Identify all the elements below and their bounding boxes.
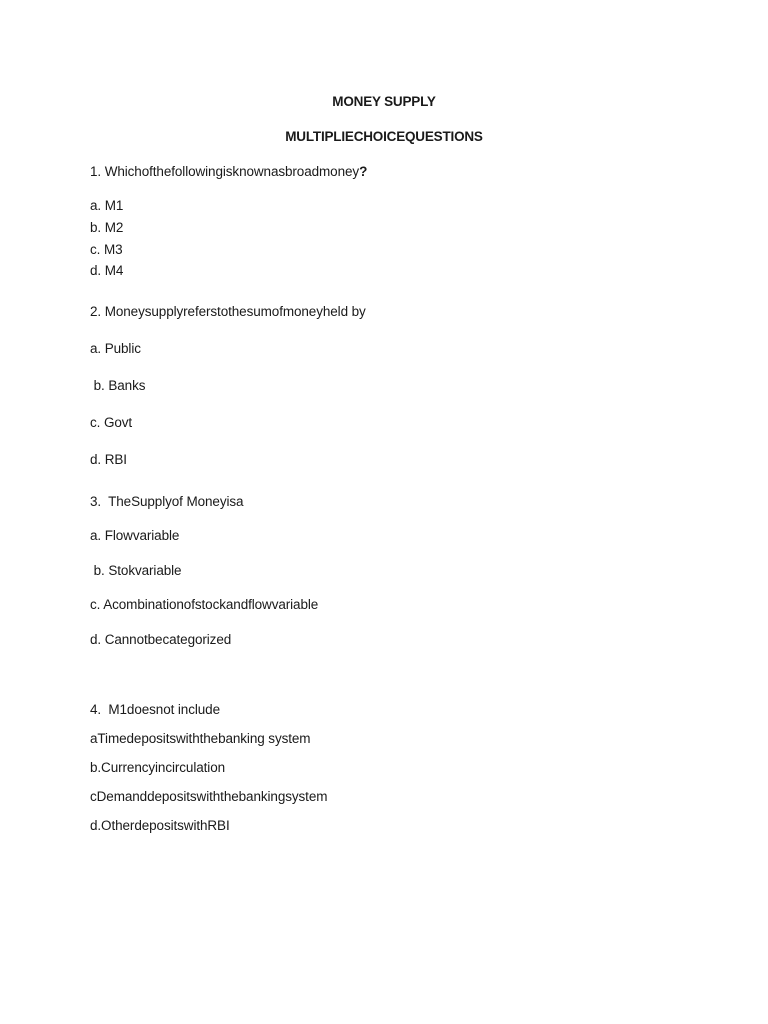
question-3-option-b: b. Stokvariable (90, 563, 182, 578)
question-1-option-d: d. M4 (90, 263, 124, 278)
question-4-option-c: cDemanddepositswiththebankingsystem (90, 789, 328, 804)
question-3-option-d: d. Cannotbecategorized (90, 632, 232, 647)
document-subtitle: MULTIPLIECHOICEQUESTIONS (285, 129, 483, 144)
question-1-option-b: b. M2 (90, 220, 124, 235)
question-1-text: 1. Whichofthefollowingisknownasbroadmoney (90, 164, 360, 179)
document-title: MONEY SUPPLY (332, 94, 436, 109)
question-4-option-b: b.Currencyincirculation (90, 760, 226, 775)
question-3: 3. TheSupplyof Moneyisa (90, 494, 244, 509)
question-2-option-d: d. RBI (90, 452, 127, 467)
question-4-option-a: aTimedepositswiththebanking system (90, 731, 311, 746)
question-1-option-a: a. M1 (90, 198, 124, 213)
question-2-option-a: a. Public (90, 341, 141, 356)
question-2: 2. Moneysupplyreferstothesumofmoneyheld by (90, 304, 366, 319)
question-1-option-c: c. M3 (90, 242, 123, 257)
question-3-option-a: a. Flowvariable (90, 528, 180, 543)
question-3-option-c: c. Acombinationofstockandflowvariable (90, 597, 319, 612)
question-4: 4. M1doesnot include (90, 702, 220, 717)
question-1 (90, 164, 367, 179)
question-2-option-b: b. Banks (90, 378, 146, 393)
question-2-option-c: c. Govt (90, 415, 133, 430)
question-4-option-d: d.OtherdepositswithRBI (90, 818, 230, 833)
question-1-mark: ? (359, 164, 368, 179)
